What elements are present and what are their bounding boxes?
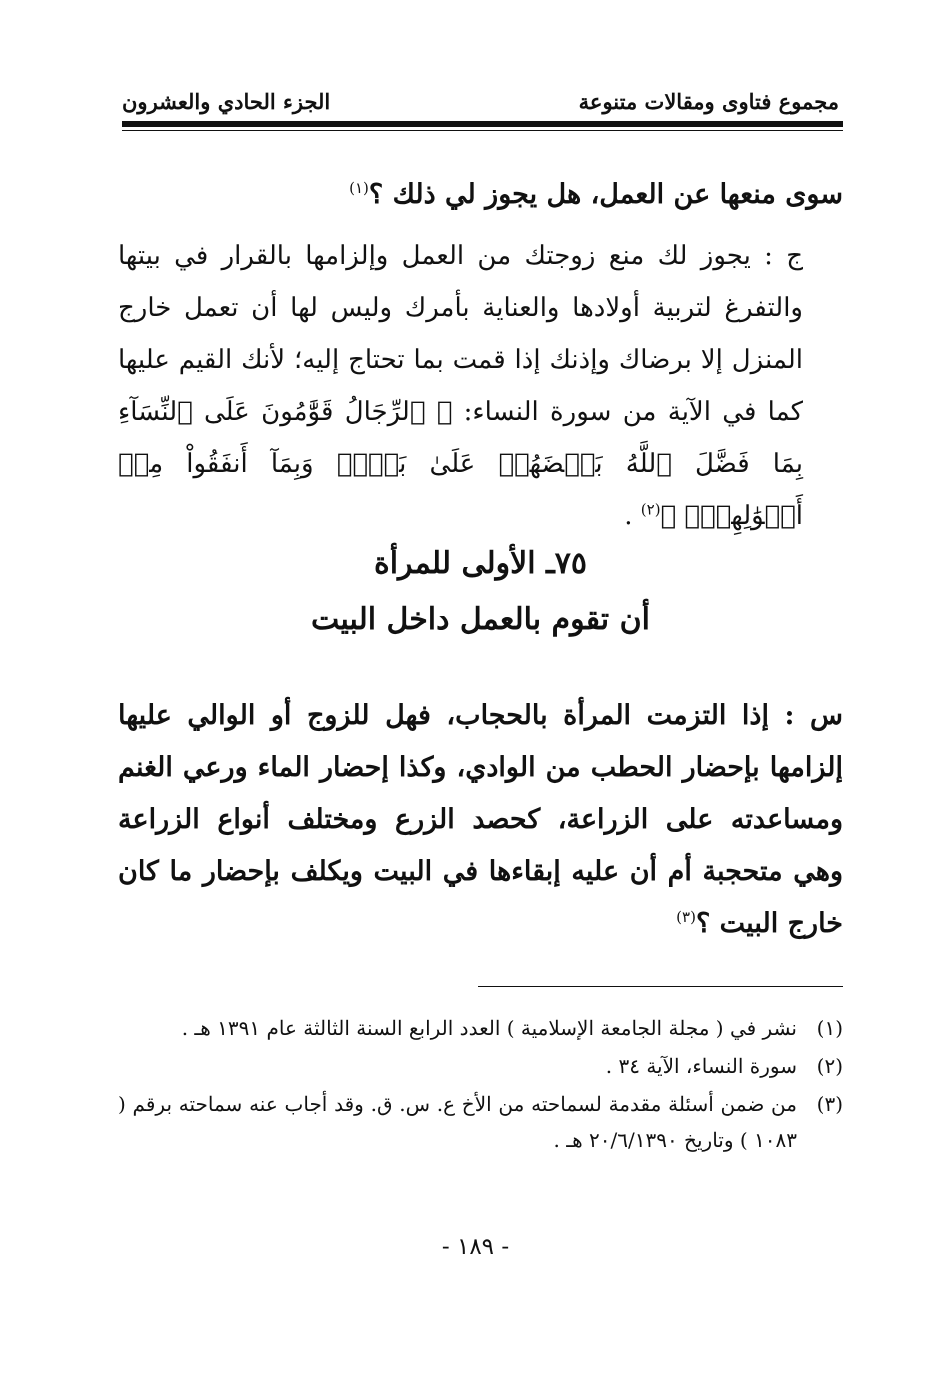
footnote-number: (٢) [816, 1054, 843, 1078]
answer-paragraph [118, 230, 843, 542]
quran-verse: ﴿ ٱلرِّجَالُ قَوَّٰمُونَ عَلَى ٱلنِّسَآءِ بِمَا فَضَّلَ ٱللَّهُ بَعۡضَهُمۡ عَلَىٰ بَعۡضٖ وَبِمَآ أَنفَقُواْ مِنۡ أَمۡوَٰلِهِمۡۚ ﴾ [118, 397, 803, 531]
section-title-line-2: أن تقوم بالعمل داخل البيت [311, 602, 650, 637]
page-number: - ١٨٩ - [441, 1234, 510, 1260]
header-rule-thick [122, 121, 843, 127]
answer-text: ج : يجوز لك منع زوجتك من العمل وإلزامها بالقرار في بيتها والتفرغ لتربية أولادها والعناية بأمرك وليس لها أن تعمل خارج المنزل إلا برضاك وإذنك إذا قمت بما تحتاج إليه؛ لأنك القيم عليها كما في الآية من سورة النساء: [118, 241, 803, 427]
footnote-3 [118, 1086, 843, 1158]
footnotes [118, 1010, 843, 1160]
footnote-number: (٣) [816, 1092, 843, 1116]
section-title-line-1: ٧٥ـ الأولى للمرأة [373, 546, 587, 581]
footnote-ref-2: (٢) [640, 500, 661, 519]
footnote-1 [118, 1010, 843, 1046]
footnote-text: نشر في ( مجلة الجامعة الإسلامية ) العدد الرابع السنة الثالثة عام ١٣٩١ هـ . [181, 1016, 797, 1040]
question-continuation [118, 168, 843, 222]
footnote-number: (١) [816, 1016, 843, 1040]
answer-end: . [624, 501, 633, 531]
footnote-ref-1: (١) [349, 179, 369, 197]
running-header [122, 84, 839, 114]
header-rule-thin [122, 130, 843, 131]
footnote-text: سورة النساء، الآية ٣٤ . [605, 1054, 797, 1078]
header-book-title: مجموع فتاوى ومقالات متنوعة [578, 89, 839, 114]
question-text: س : إذا التزمت المرأة بالحجاب، فهل للزوج أو الوالي عليها إلزامها بإحضار الحطب من الوادي، وكذا إحضار الماء ورعي الغنم ومساعدته على الزراعة، كحصد الزرع ومختلف أنواع الزراعة وهي متحجبة أم أن عليه إبقاءها في البيت ويكلف بإحضار ما كان خارج البيت ؟ [118, 700, 843, 939]
footnote-2 [118, 1048, 843, 1084]
footnote-ref-3: (٣) [676, 908, 696, 926]
header-volume-title: الجزء الحادي والعشرون [122, 89, 331, 114]
question-paragraph [118, 690, 843, 950]
question-continuation-text: سوى منعها عن العمل، هل يجوز لي ذلك ؟ [368, 179, 843, 210]
footnote-text: من ضمن أسئلة مقدمة لسماحته من الأخ ع. س. ق. وقد أجاب عنه سماحته برقم ( ١٠٨٣ ) وتاريخ ٢٠/٦/١٣٩٠ هـ . [118, 1092, 797, 1152]
footnote-separator [478, 986, 843, 987]
